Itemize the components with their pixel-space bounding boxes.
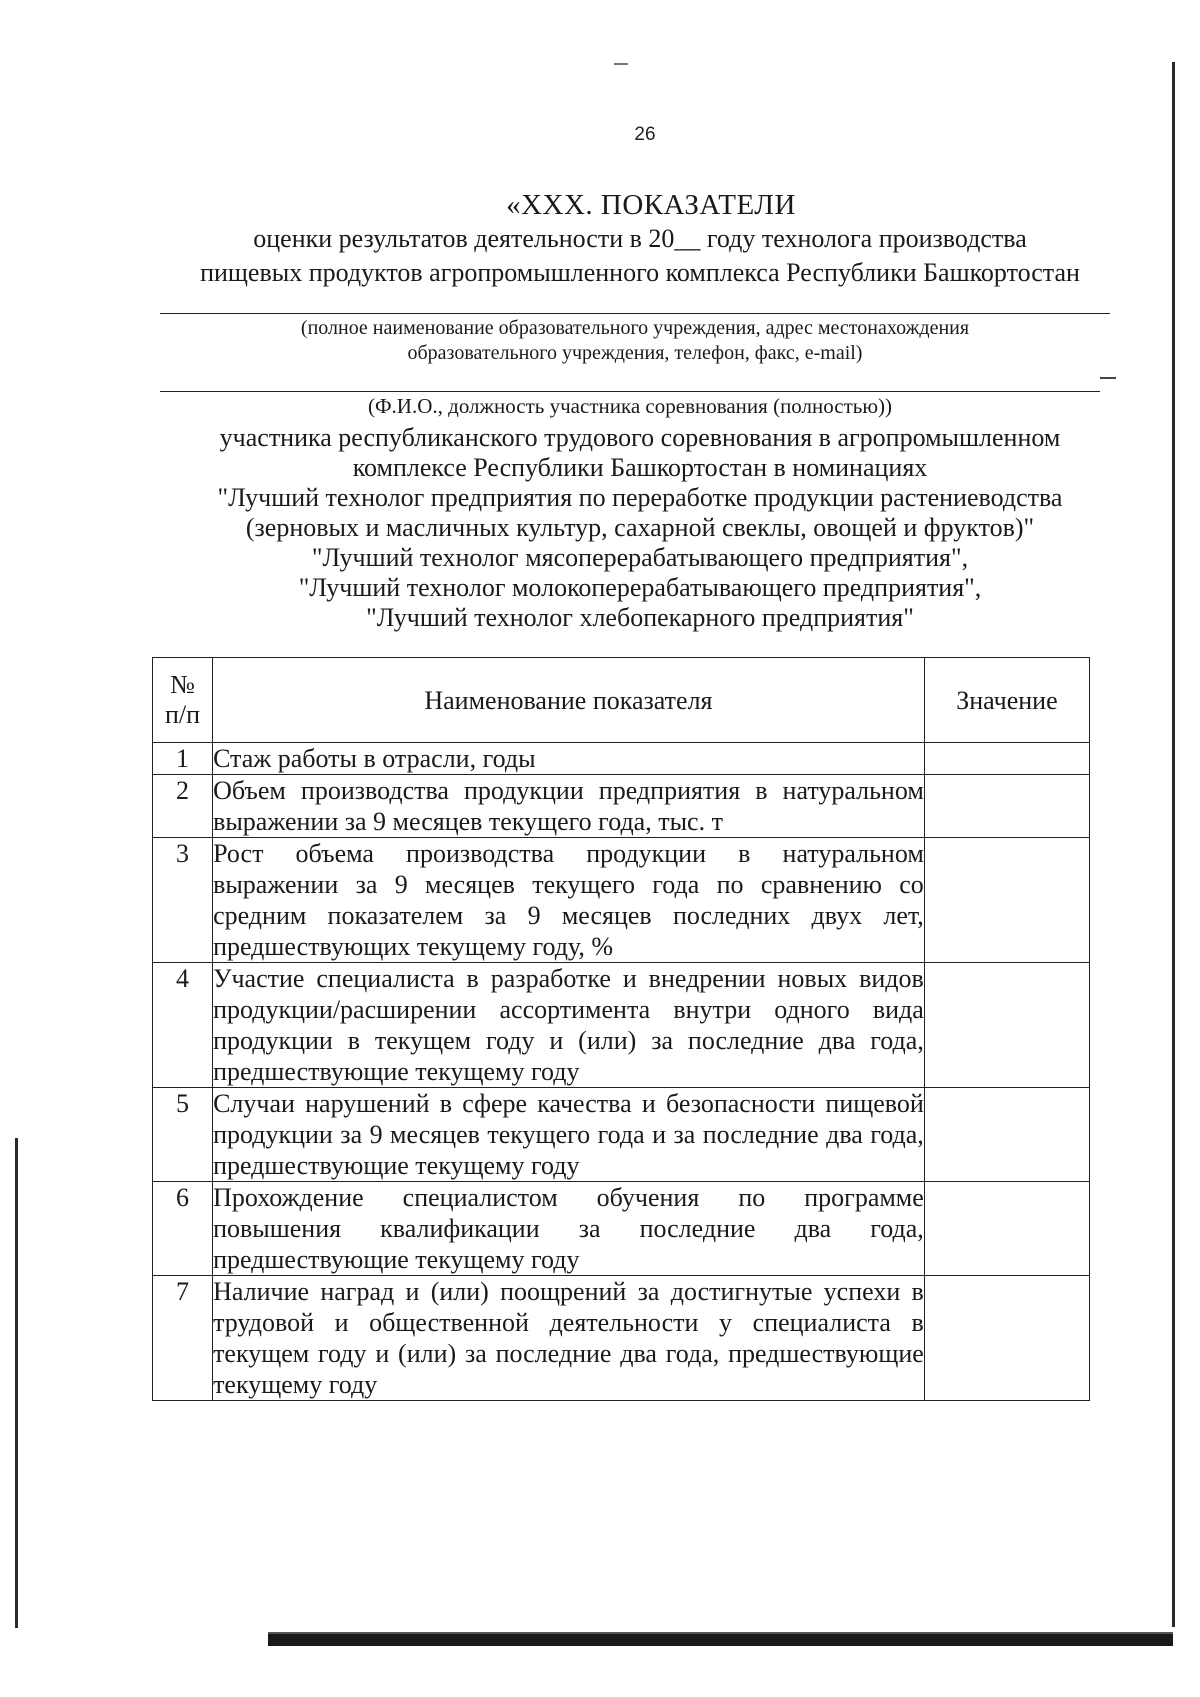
org-caption-line: образовательного учреждения, телефон, факс, e-mail): [407, 342, 863, 364]
org-caption-line: (полное наименование образовательного учреждения, адрес местонахождения: [300, 317, 970, 339]
header-num: [153, 658, 213, 743]
scan-bottom-bar: [268, 1634, 1173, 1646]
header-num-symbol: №: [170, 670, 195, 699]
table-row: [153, 743, 1090, 775]
org-fill-line: [160, 313, 1110, 314]
scan-edge-right: [1172, 62, 1175, 1627]
row-indicator-name: Прохождение специалистом обучения по программе повышения квалификации за последние два года, предшествующие текущему году: [213, 1183, 924, 1274]
subtitle-line: пищевых продуктов агропромышленного комплекса Республики Башкортостан: [200, 258, 1080, 287]
row-value-cell[interactable]: [924, 1088, 1089, 1182]
table-row: [153, 1276, 1090, 1401]
indicators-table: [152, 657, 1090, 1401]
row-value-cell[interactable]: [924, 838, 1089, 963]
row-indicator-name: Объем производства продукции предприятия в натуральном выражении за 9 месяцев текущего года, тыс. т: [213, 776, 924, 836]
participant-line: участника республиканского трудового соревнования в агропромышленном: [219, 423, 1061, 452]
table-row: [153, 838, 1090, 963]
row-indicator-name: Наличие наград и (или) поощрений за достигнутые успехи в трудовой и общественной деятельности у специалиста в текущем году и (или) за последние два года, предшествующие текущему году: [213, 1277, 924, 1399]
row-num: 3: [153, 838, 213, 963]
table-row: [153, 1088, 1090, 1182]
participant-line: "Лучший технолог мясоперерабатывающего предприятия",: [311, 543, 969, 572]
row-indicator-name: Случаи нарушений в сфере качества и безопасности пищевой продукции за 9 месяцев текущего года и за последние два года, предшествующие текущему году: [213, 1089, 924, 1180]
row-value-cell[interactable]: [924, 1276, 1089, 1401]
fio-fill-line: [160, 391, 1100, 392]
document-title: «XXX. ПОКАЗАТЕЛИ: [506, 189, 796, 221]
row-indicator-name: Стаж работы в отрасли, годы: [213, 743, 925, 775]
page-number: 26: [634, 124, 656, 145]
row-num: 2: [153, 775, 213, 838]
header-num-abbr: п/п: [165, 700, 201, 729]
row-num: 6: [153, 1182, 213, 1276]
participant-line: "Лучший технолог молокоперерабатывающего предприятия",: [298, 573, 982, 602]
row-indicator-name: Рост объема производства продукции в натуральном выражении за 9 месяцев текущего года по сравнению со средним показателем за 9 месяцев последних двух лет, предшествующих текущему году, %: [213, 839, 924, 961]
participant-line: "Лучший технолог хлебопекарного предприятия": [366, 603, 914, 632]
row-value-cell[interactable]: [924, 963, 1089, 1088]
participant-description: [150, 423, 1130, 633]
scan-artifact-dash: [1100, 377, 1116, 379]
header-name: Наименование показателя: [213, 658, 925, 743]
row-num: 1: [153, 743, 213, 775]
document-heading: [150, 188, 1130, 290]
row-value-cell[interactable]: [924, 775, 1089, 838]
participant-line: комплексе Республики Башкортостан в номинациях: [352, 453, 928, 482]
row-num: 4: [153, 963, 213, 1088]
scan-artifact-dash: [614, 63, 628, 65]
fio-caption: (Ф.И.О., должность участника соревнования (полностью)): [367, 394, 893, 418]
table-row: [153, 1182, 1090, 1276]
row-value-cell[interactable]: [924, 1182, 1089, 1276]
scan-edge-left: [15, 1138, 18, 1628]
row-num: 7: [153, 1276, 213, 1401]
org-caption: [160, 316, 1110, 366]
subtitle-line: оценки результатов деятельности в 20__ году технолога производства: [253, 224, 1027, 253]
row-num: 5: [153, 1088, 213, 1182]
row-indicator-name: Участие специалиста в разработке и внедрении новых видов продукции/расширении ассортимента внутри одного вида продукции в текущем году и (или) за последние два года, предшествующие текущему году: [213, 964, 924, 1086]
participant-line: (зерновых и масличных культур, сахарной свеклы, овощей и фруктов)": [245, 513, 1035, 542]
table-row: [153, 775, 1090, 838]
participant-line: "Лучший технолог предприятия по переработке продукции растениеводства: [217, 483, 1063, 512]
table-header-row: [153, 658, 1090, 743]
header-value: Значение: [924, 658, 1089, 743]
row-value-cell[interactable]: [924, 743, 1089, 775]
table-row: [153, 963, 1090, 1088]
